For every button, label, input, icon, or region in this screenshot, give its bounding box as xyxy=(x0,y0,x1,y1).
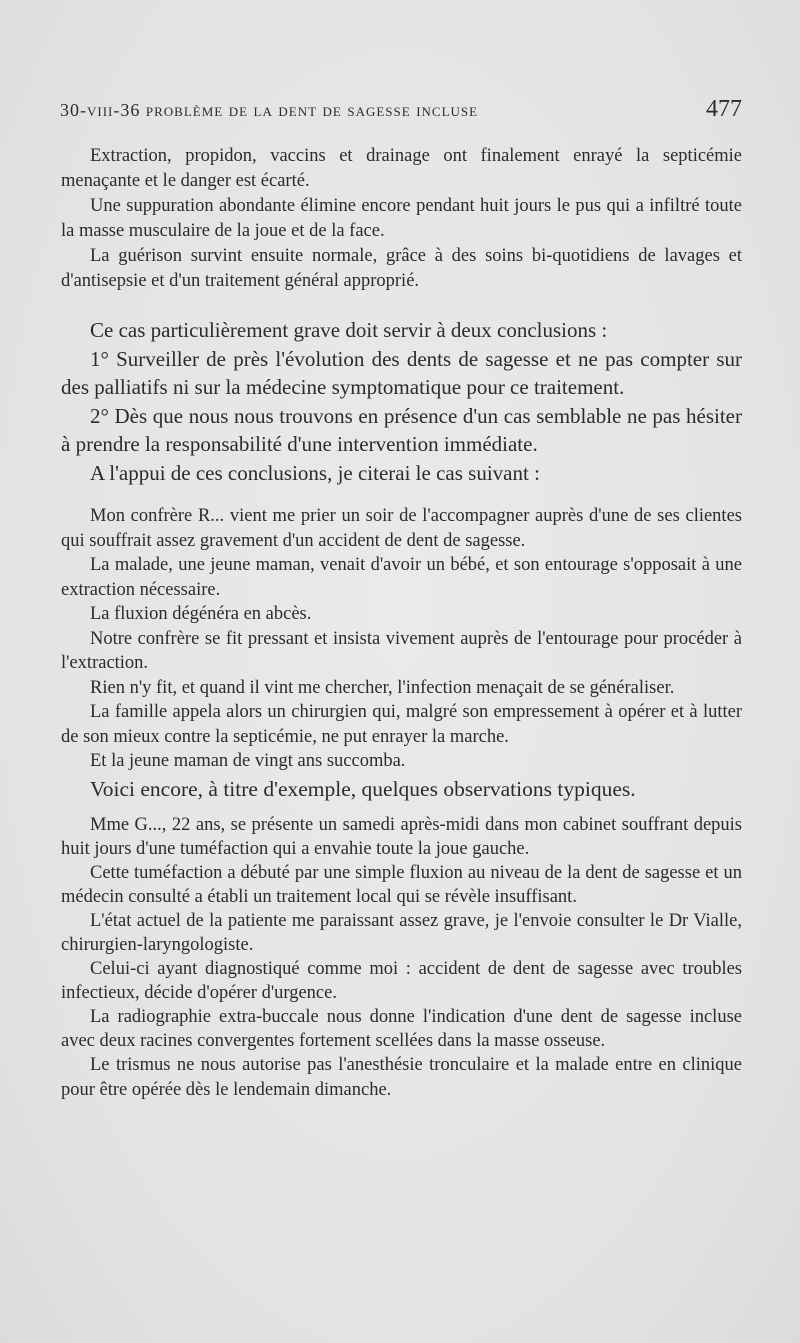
section-1 xyxy=(61,144,742,294)
page-body xyxy=(61,144,742,1102)
paragraph: Mme G..., 22 ans, se présente un samedi après-midi dans mon cabinet souffrant depuis huit jours d'une tuméfaction qui a envahie toute la joue gauche. xyxy=(61,814,742,859)
case-intro: A l'appui de ces conclusions, je citerai le cas suivant : xyxy=(90,460,540,485)
observations-heading: Voici encore, à titre d'exemple, quelques observations typiques. xyxy=(90,776,636,801)
case-narrative xyxy=(61,504,742,774)
paragraph: La radiographie extra-buccale nous donne l'indication d'une dent de sagesse incluse avec deux racines convergentes fortement scellées dans la masse osseuse. xyxy=(61,1007,742,1052)
paragraph: Celui-ci ayant diagnostiqué comme moi : accident de dent de sagesse avec troubles infectieux, décide d'opérer d'urgence. xyxy=(61,959,742,1004)
observation-case xyxy=(61,813,742,1102)
conclusions-intro: Ce cas particulièrement grave doit servir à deux conclusions : xyxy=(90,318,608,342)
page-number: 477 xyxy=(706,96,742,122)
running-title: 30-viii-36 problème de la dent de sagesse incluse xyxy=(60,100,479,120)
running-header xyxy=(60,96,742,126)
paragraph: Extraction, propidon, vaccins et drainage ont finalement enrayé la septicémie menaçante et le danger est écarté. xyxy=(61,146,742,191)
conclusion-2: 2° Dès que nous nous trouvons en présence d'un cas semblable ne pas hésiter à prendre la responsabilité d'une intervention immédiate. xyxy=(61,403,742,456)
paragraph: La famille appela alors un chirurgien qui, malgré son empressement à opérer et à lutter de son mieux contre la septicémie, ne put enrayer la marche. xyxy=(61,702,742,747)
paragraph: La malade, une jeune maman, venait d'avoir un bébé, et son entourage s'opposait à une extraction nécessaire. xyxy=(61,555,742,600)
paragraph: La guérison survint ensuite normale, grâce à des soins bi-quotidiens de lavages et d'antisepsie et d'un traitement général approprié. xyxy=(61,246,742,291)
paragraph: Le trismus ne nous autorise pas l'anesthésie tronculaire et la malade entre en clinique pour être opérée dès le lendemain dimanche. xyxy=(61,1055,742,1100)
paragraph: L'état actuel de la patiente me paraissant assez grave, je l'envoie consulter le Dr Vialle, chirurgien-laryngologiste. xyxy=(61,910,742,955)
paragraph: Rien n'y fit, et quand il vint me chercher, l'infection menaçait de se généraliser. xyxy=(90,677,675,698)
paragraph: La fluxion dégénéra en abcès. xyxy=(90,604,312,624)
paragraph: Mon confrère R... vient me prier un soir de l'accompagner auprès d'une de ses clientes qui souffrait assez gravement d'un accident de dent de sagesse. xyxy=(61,506,742,551)
paragraph: Cette tuméfaction a débuté par une simple fluxion au niveau de la dent de sagesse et un médecin consulté a établi un traitement local qui se révèle insuffisant. xyxy=(61,862,742,907)
paragraph: Une suppuration abondante élimine encore pendant huit jours le pus qui a infiltré toute la masse musculaire de la joue et de la face. xyxy=(61,196,742,241)
conclusion-1: 1° Surveiller de près l'évolution des dents de sagesse et ne pas compter sur des palliatifs ni sur la médecine symptomatique pour ce traitement. xyxy=(61,346,742,399)
paragraph: Notre confrère se fit pressant et insista vivement auprès de l'entourage pour procéder à l'extraction. xyxy=(61,628,742,673)
paragraph: Et la jeune maman de vingt ans succomba. xyxy=(90,751,406,771)
conclusions-section xyxy=(61,316,742,487)
